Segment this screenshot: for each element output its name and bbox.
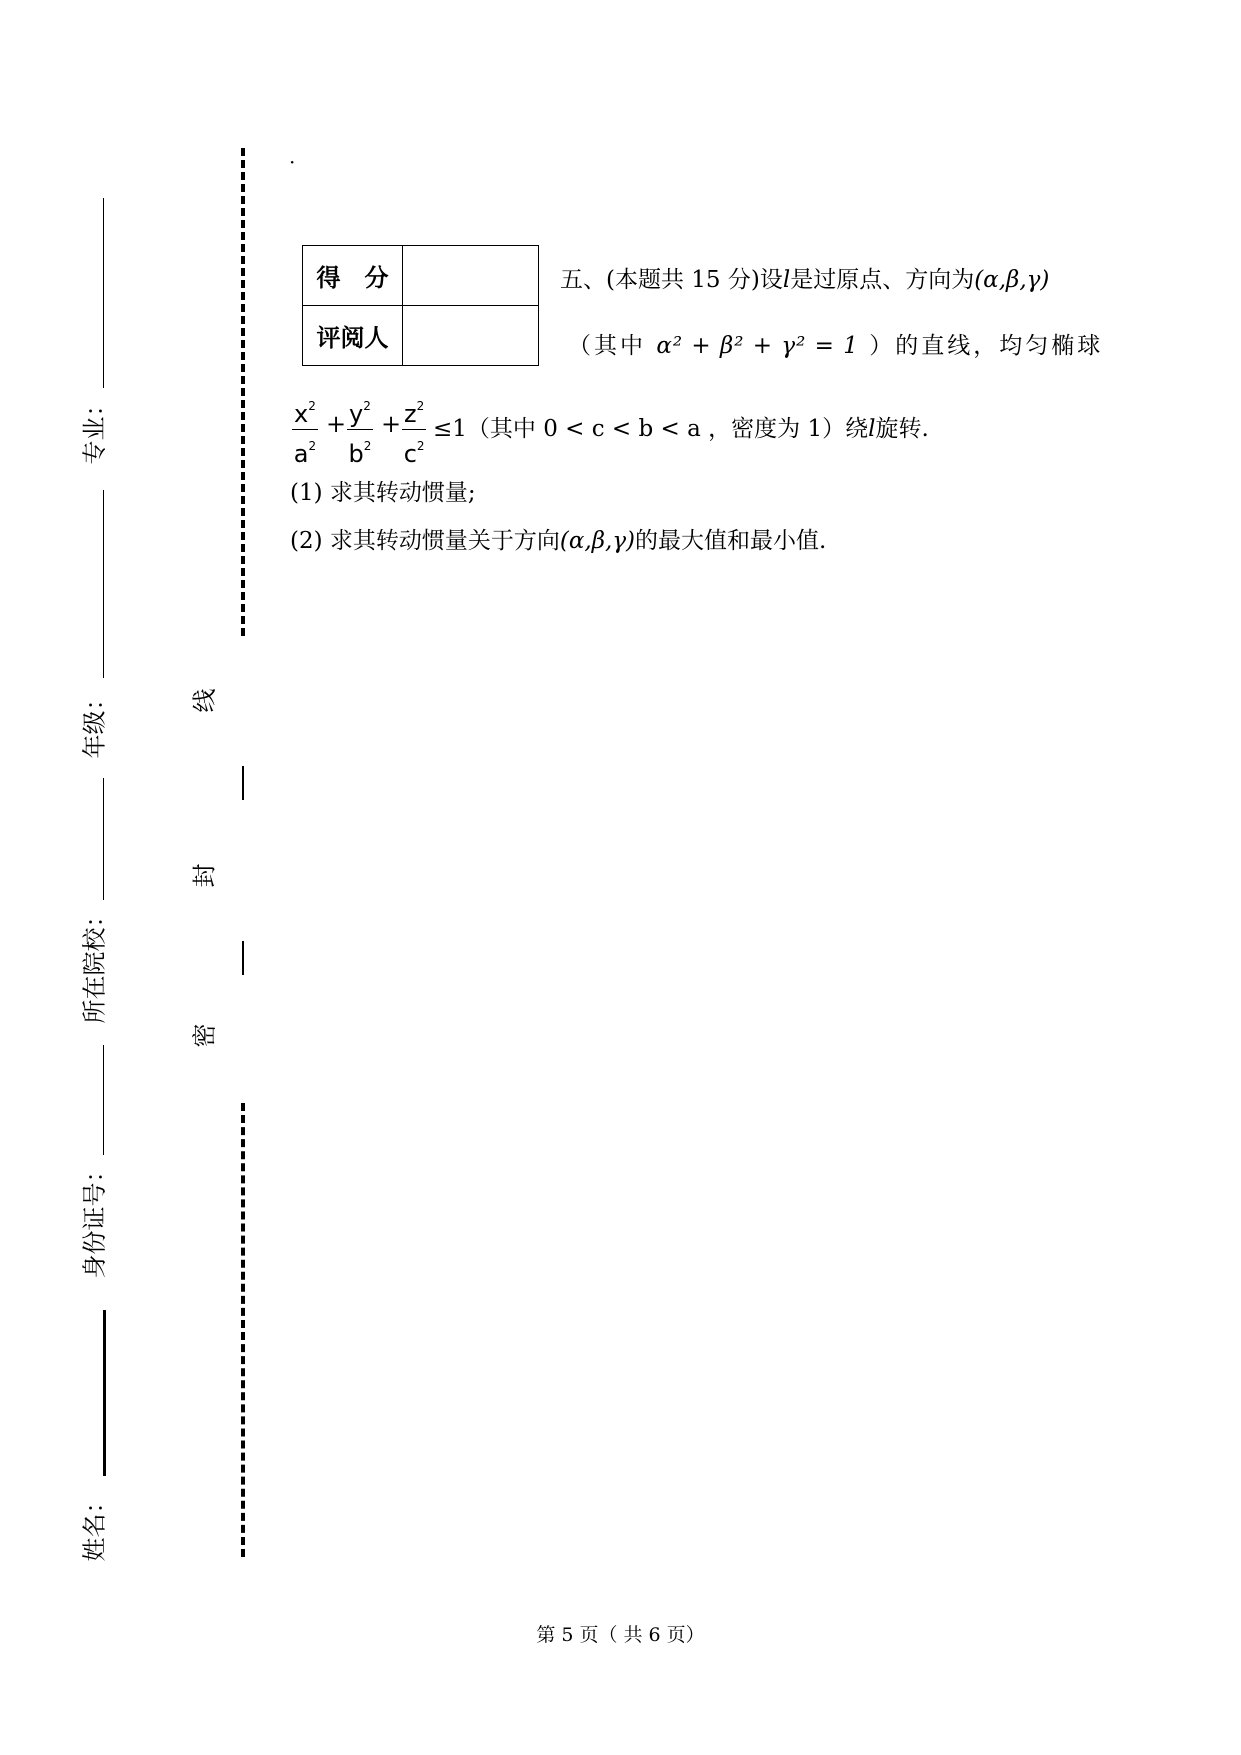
condition-expression: α² + β² + γ² = 1	[656, 333, 859, 359]
name-label: 姓名：	[80, 1489, 109, 1562]
seal-char-seal: 封	[190, 863, 219, 888]
ellipsoid-condition: （其中 0 < c < b < a ，密度为 1）绕	[466, 416, 869, 442]
condition-open: （其中	[568, 333, 646, 359]
part-1: (1) 求其转动惯量;	[290, 480, 476, 506]
score-table	[302, 245, 539, 366]
line-var-2: l	[868, 416, 876, 442]
problem-is-text: 是过原点、方向为	[790, 267, 975, 293]
grade-fill-line[interactable]	[103, 490, 104, 678]
fraction-y-num: y	[349, 400, 364, 428]
fraction-z: $\frac{z^2}{c^2}$	[402, 391, 426, 470]
ellipsoid-tail	[433, 410, 929, 443]
grader-label: 评阅人	[303, 306, 403, 366]
name-fill-line[interactable]	[103, 1310, 106, 1476]
fraction-z-num: z	[404, 400, 417, 428]
part-2-prefix: (2) 求其转动惯量关于方向	[290, 528, 560, 554]
seal-dash-line-top	[241, 148, 245, 636]
fraction-x: $\frac{x^2}{a^2}$	[292, 391, 318, 470]
score-row	[303, 246, 539, 306]
fraction-x-num: x	[294, 400, 309, 428]
seal-solid-segment-2	[242, 941, 244, 975]
problem-title: 五、(本题共 15 分)设	[560, 267, 783, 293]
line-var: l	[782, 267, 791, 293]
institution-label: 所在院校：	[80, 903, 109, 1024]
condition-close: ）的直线，均匀椭球	[869, 333, 1104, 359]
page-footer: 第 5 页（ 共 6 页）	[536, 1624, 705, 1646]
seal-dash-line-bottom	[241, 1103, 245, 1557]
problem-line-2	[568, 327, 1103, 360]
fraction-x-den: a	[293, 440, 309, 468]
grade-label: 年级：	[80, 686, 109, 759]
major-fill-line[interactable]	[103, 198, 104, 388]
fraction-z-den: c	[403, 440, 417, 468]
seal-char-secret: 密	[190, 1023, 219, 1048]
fraction-y-den: b	[348, 440, 364, 468]
fraction-y: $\frac{y^2}{b^2}$	[347, 391, 373, 470]
major-label: 专业：	[80, 392, 109, 465]
top-mark: ·	[289, 150, 296, 174]
grader-row	[303, 306, 539, 366]
part-2-suffix: 的最大值和最小值.	[635, 528, 827, 554]
id-number-fill-line[interactable]	[103, 1045, 104, 1155]
score-value-cell[interactable]	[403, 246, 539, 306]
inequality: ≤1	[433, 416, 467, 442]
direction-vector: (α,β,γ)	[974, 267, 1050, 293]
score-label: 得 分	[303, 246, 403, 306]
id-number-label: 身份证号：	[80, 1158, 109, 1279]
part-2	[290, 522, 826, 555]
rotate-text: 旋转.	[875, 416, 929, 442]
seal-solid-segment-1	[242, 766, 244, 800]
institution-fill-line[interactable]	[103, 778, 104, 900]
seal-char-line: 线	[190, 688, 219, 713]
problem-line-1	[560, 261, 1049, 294]
grader-value-cell[interactable]	[403, 306, 539, 366]
part-2-direction: (α,β,γ)	[559, 528, 636, 554]
